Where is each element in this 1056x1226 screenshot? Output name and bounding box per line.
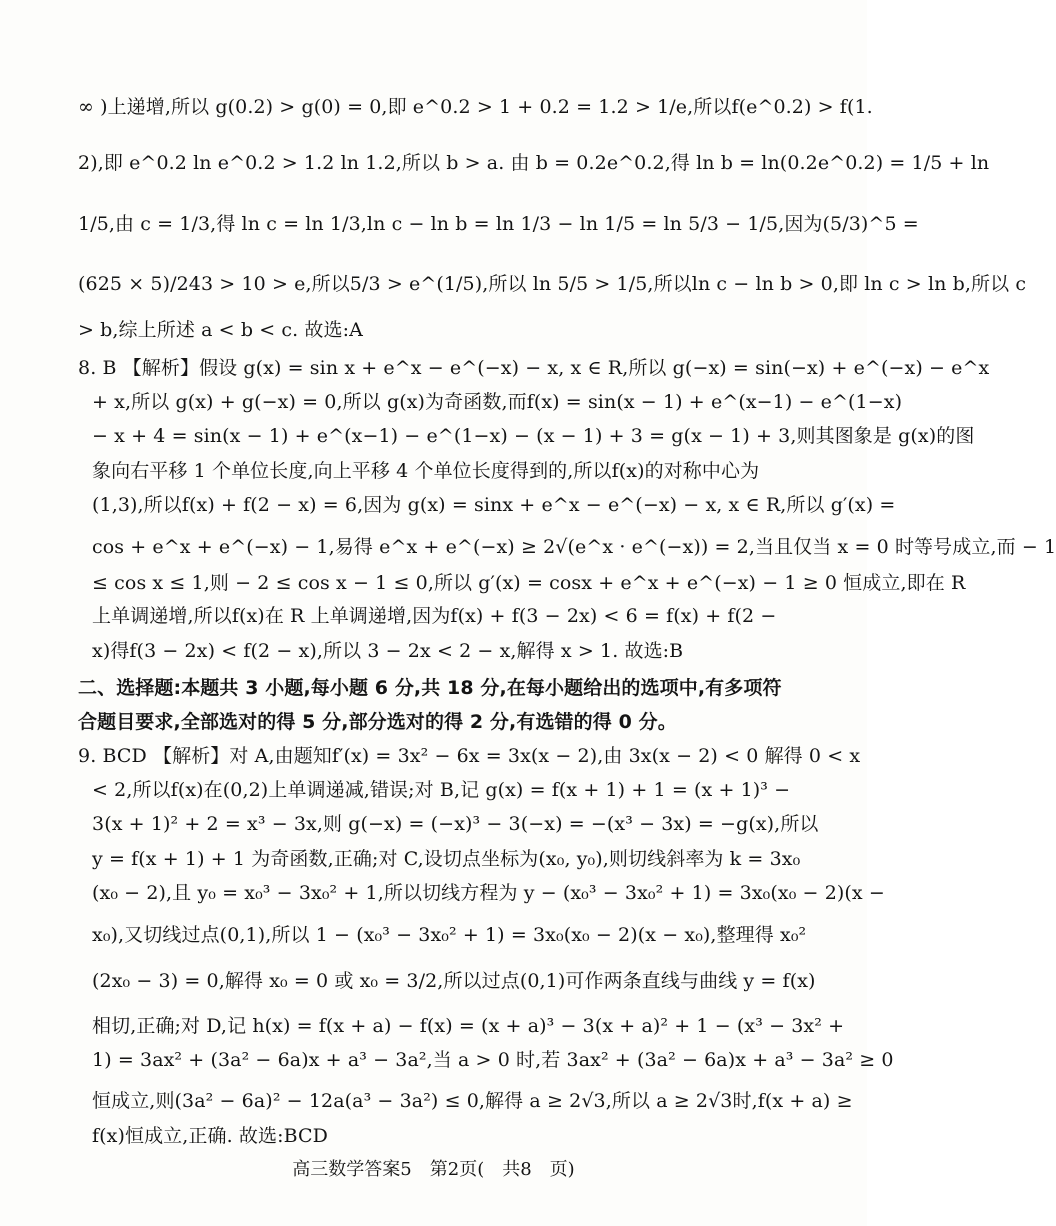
text-line: 相切,正确;对 D,记 h(x) = f(x + a) − f(x) = (x + a)³ − 3(x + a)² + 1 − (x³ − 3x² + [92,1015,845,1037]
text-line: f(x)恒成立,正确. 故选:BCD [92,1125,328,1147]
text-line: 象向右平移 1 个单位长度,向上平移 4 个单位长度得到的,所以f(x)的对称中心为 [92,460,760,482]
text-line: ≤ cos x ≤ 1,则 − 2 ≤ cos x − 1 ≤ 0,所以 g′(x) = cosx + e^x + e^(−x) − 1 ≥ 0 恒成立,即在 R [92,572,966,594]
text-line: cos + e^x + e^(−x) − 1,易得 e^x + e^(−x) ≥ 2√(e^x · e^(−x)) = 2,当且仅当 x = 0 时等号成立,而 − 1 [92,536,1056,558]
text-line: (625 × 5)/243 > 10 > e,所以5/3 > e^(1/5),所以 ln 5/5 > 1/5,所以ln c − ln b > 0,即 ln c > ln b,所以 c [78,273,1027,295]
text-line: (2x₀ − 3) = 0,解得 x₀ = 0 或 x₀ = 3/2,所以过点(0,1)可作两条直线与曲线 y = f(x) [92,970,816,992]
text-line: 3(x + 1)² + 2 = x³ − 3x,则 g(−x) = (−x)³ − 3(−x) = −(x³ − 3x) = −g(x),所以 [92,813,819,835]
text-line: 上单调递增,所以f(x)在 R 上单调递增,因为f(x) + f(3 − 2x) < 6 = f(x) + f(2 − [92,605,777,627]
section-heading: 二、选择题:本题共 3 小题,每小题 6 分,共 18 分,在每小题给出的选项中,有多项符 [78,677,782,699]
text-line: 8. B 【解析】假设 g(x) = sin x + e^x − e^(−x) − x, x ∈ R,所以 g(−x) = sin(−x) + e^(−x) − e^x [78,357,990,379]
text-line: y = f(x + 1) + 1 为奇函数,正确;对 C,设切点坐标为(x₀, y₀),则切线斜率为 k = 3x₀ [92,848,801,870]
text-line: > b,综上所述 a < b < c. 故选:A [78,319,363,341]
text-line: (1,3),所以f(x) + f(2 − x) = 6,因为 g(x) = sinx + e^x − e^(−x) − x, x ∈ R,所以 g′(x) = [92,494,896,516]
text-line: 2),即 e^0.2 ln e^0.2 > 1.2 ln 1.2,所以 b > a. 由 b = 0.2e^0.2,得 ln b = ln(0.2e^0.2) = 1/5 + ln [78,152,990,174]
section-heading: 合题目要求,全部选对的得 5 分,部分选对的得 2 分,有选错的得 0 分。 [78,711,677,733]
text-line: ∞ )上递增,所以 g(0.2) > g(0) = 0,即 e^0.2 > 1 + 0.2 = 1.2 > 1/e,所以f(e^0.2) > f(1. [78,96,873,118]
page-footer: 高三数学答案5 第2页( 共8 页) [292,1159,575,1180]
text-line: < 2,所以f(x)在(0,2)上单调递减,错误;对 B,记 g(x) = f(x + 1) + 1 = (x + 1)³ − [92,779,791,801]
text-line: 1) = 3ax² + (3a² − 6a)x + a³ − 3a²,当 a > 0 时,若 3ax² + (3a² − 6a)x + a³ − 3a² ≥ 0 [92,1049,894,1071]
text-line: − x + 4 = sin(x − 1) + e^(x−1) − e^(1−x) − (x − 1) + 3 = g(x − 1) + 3,则其图象是 g(x)的图 [92,425,975,447]
text-line: x₀),又切线过点(0,1),所以 1 − (x₀³ − 3x₀² + 1) = 3x₀(x₀ − 2)(x − x₀),整理得 x₀² [92,924,807,946]
text-line: 恒成立,则(3a² − 6a)² − 12a(a³ − 3a²) ≤ 0,解得 a ≥ 2√3,所以 a ≥ 2√3时,f(x + a) ≥ [92,1090,853,1112]
text-line: (x₀ − 2),且 y₀ = x₀³ − 3x₀² + 1,所以切线方程为 y − (x₀³ − 3x₀² + 1) = 3x₀(x₀ − 2)(x − [92,882,885,904]
text-line: + x,所以 g(x) + g(−x) = 0,所以 g(x)为奇函数,而f(x) = sin(x − 1) + e^(x−1) − e^(1−x) [92,391,903,413]
text-line: x)得f(3 − 2x) < f(2 − x),所以 3 − 2x < 2 − x,解得 x > 1. 故选:B [92,640,684,662]
text-line: 9. BCD 【解析】对 A,由题知f′(x) = 3x² − 6x = 3x(x − 2),由 3x(x − 2) < 0 解得 0 < x [78,745,861,767]
text-line: 1/5,由 c = 1/3,得 ln c = ln 1/3,ln c − ln b = ln 1/3 − ln 1/5 = ln 5/3 − 1/5,因为(5/3)^5 = [78,213,919,235]
